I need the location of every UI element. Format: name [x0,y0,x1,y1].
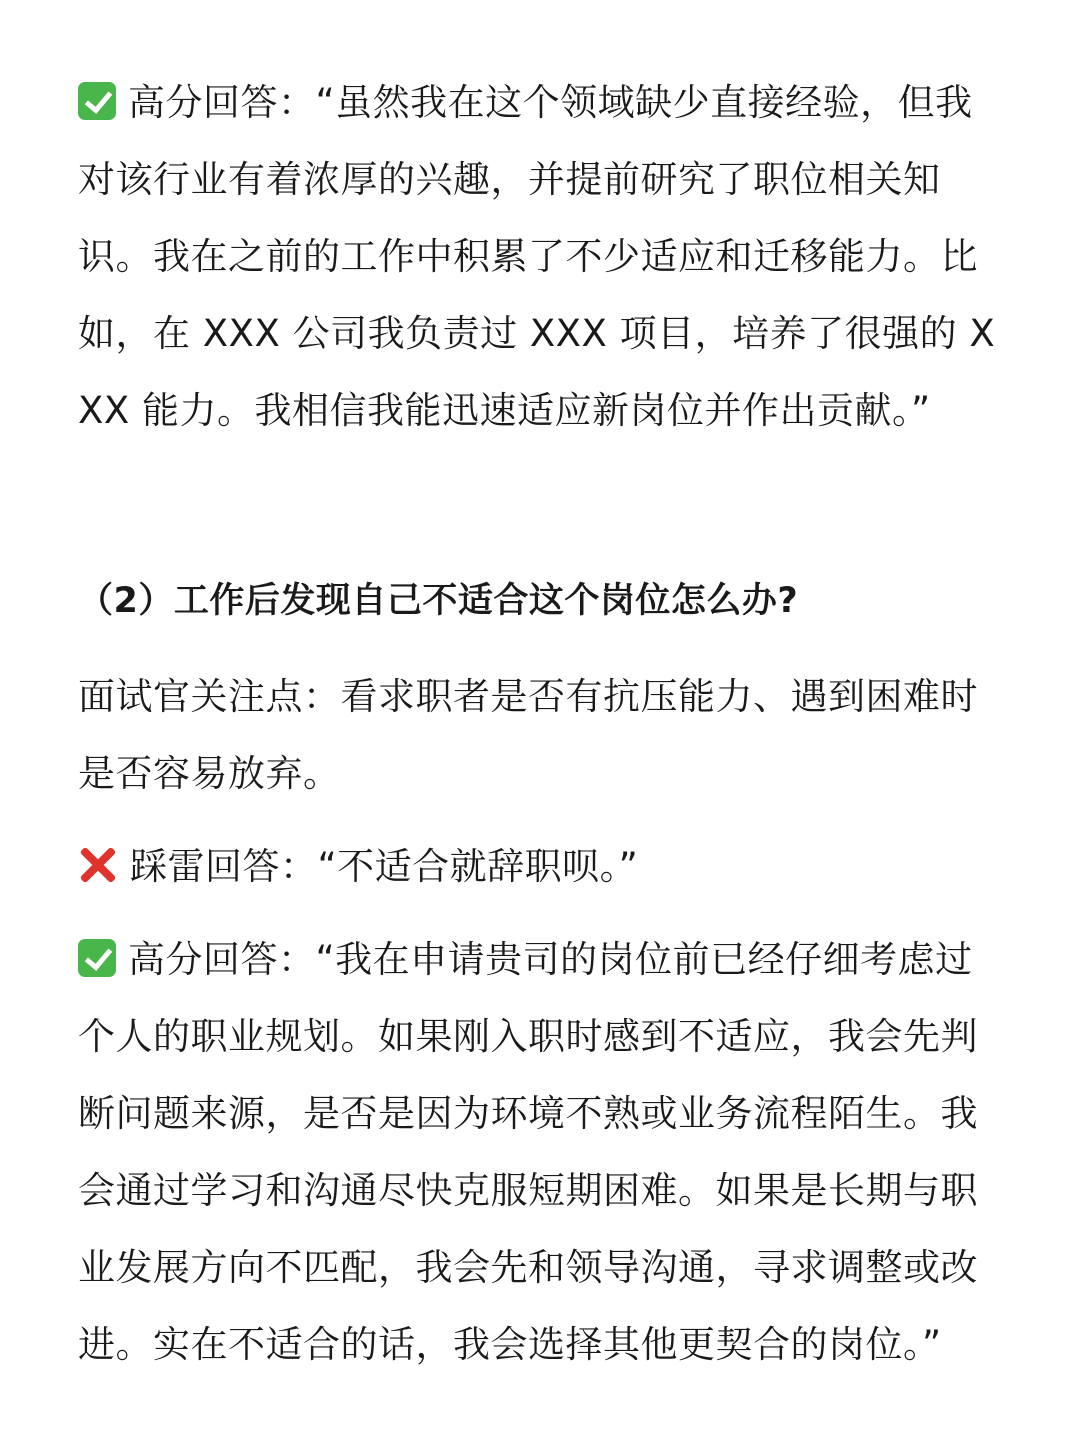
good-answer-text: “虽然我在这个领域缺少直接经验，但我对该行业有着浓厚的兴趣，并提前研究了职位相关知识。我在之前的工作中积累了不少适应和迁移能力。比如，在 XXX 公司我负责过 XXX 项目，培养了很强的 XXX 能力。我相信我能迅速适应新岗位并作出贡献。” [78,81,996,432]
good-answer-label: 高分回答： [128,938,316,981]
focus-text: 看求职者是否有抗压能力、遇到困难时是否容易放弃。 [78,675,978,795]
bad-answer-paragraph [78,828,1002,905]
interviewer-focus-paragraph [78,658,1002,812]
question-heading: （2）工作后发现自己不适合这个岗位怎么办? [78,581,799,621]
cross-mark-icon [78,845,118,885]
check-mark-icon [78,939,116,977]
good-answer-label: 高分回答： [128,81,316,124]
good-answer-paragraph-2 [78,921,1002,1383]
good-answer-paragraph-1 [78,64,1002,449]
focus-label: 面试官关注点： [78,675,341,718]
bad-answer-text: “不适合就辞职呗。” [317,845,639,888]
check-mark-icon [78,82,116,120]
good-answer-text: “我在申请贵司的岗位前已经仔细考虑过个人的职业规划。如果刚入职时感到不适应，我会先判断问题来源，是否是因为环境不熟或业务流程陌生。我会通过学习和沟通尽快克服短期困难。如果是长期与职业发展方向不匹配，我会先和领导沟通，寻求调整或改进。实在不适合的话，我会选择其他更契合的岗位。” [78,938,978,1366]
bad-answer-label: 踩雷回答： [130,845,318,888]
